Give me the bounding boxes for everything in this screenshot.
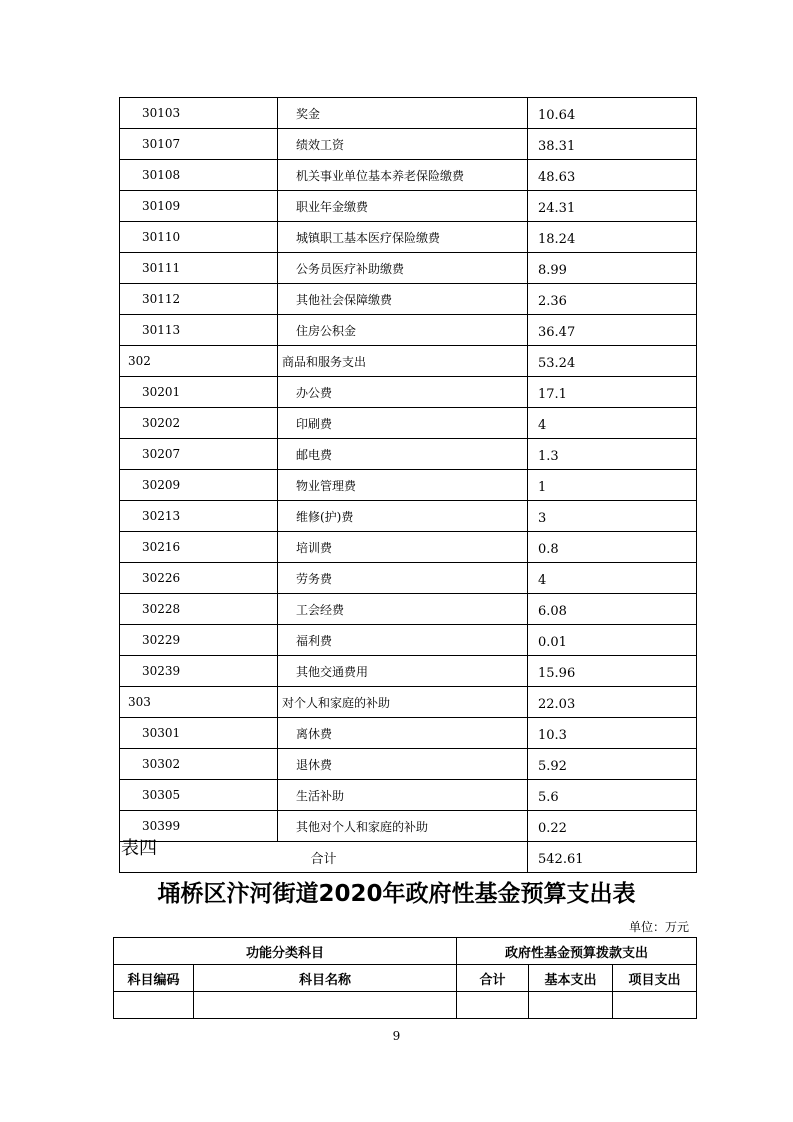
table-label: 表四 xyxy=(121,838,157,859)
expenditure-economic-table xyxy=(119,97,697,873)
amount-cell: 2.36 xyxy=(528,284,697,315)
subject-name-cell: 物业管理费 xyxy=(278,470,528,501)
total-label: 合计 xyxy=(120,842,528,873)
amount-cell: 4 xyxy=(528,563,697,594)
subject-code-cell: 30207 xyxy=(120,439,278,470)
amount-cell: 1.3 xyxy=(528,439,697,470)
amount-cell: 18.24 xyxy=(528,222,697,253)
unit-note: 单位：万元 xyxy=(628,920,689,934)
table-title: 埇桥区汴河街道2020年政府性基金预算支出表 xyxy=(157,881,636,907)
amount-cell: 15.96 xyxy=(528,656,697,687)
subject-name-cell: 退休费 xyxy=(278,749,528,780)
subject-name-cell: 劳务费 xyxy=(278,563,528,594)
table-row xyxy=(120,439,697,470)
subject-code-cell: 302 xyxy=(120,346,278,377)
empty-cell xyxy=(529,992,613,1019)
amount-cell: 6.08 xyxy=(528,594,697,625)
subject-name-cell: 商品和服务支出 xyxy=(278,346,528,377)
subject-name-cell: 其他对个人和家庭的补助 xyxy=(278,811,528,842)
subject-code-cell: 30226 xyxy=(120,563,278,594)
header-basic-expenditure: 基本支出 xyxy=(529,965,613,992)
table-row xyxy=(120,656,697,687)
subject-name-cell: 生活补助 xyxy=(278,780,528,811)
subject-code-cell: 303 xyxy=(120,687,278,718)
subject-name-cell: 职业年金缴费 xyxy=(278,191,528,222)
amount-cell: 1 xyxy=(528,470,697,501)
amount-cell: 36.47 xyxy=(528,315,697,346)
header-fund-appropriation: 政府性基金预算拨款支出 xyxy=(457,938,697,965)
subject-code-cell: 30301 xyxy=(120,718,278,749)
subject-name-cell: 印刷费 xyxy=(278,408,528,439)
amount-cell: 3 xyxy=(528,501,697,532)
header-function-category: 功能分类科目 xyxy=(114,938,457,965)
subject-name-cell: 维修(护)费 xyxy=(278,501,528,532)
subject-code-cell: 30302 xyxy=(120,749,278,780)
table-row xyxy=(120,470,697,501)
empty-cell xyxy=(114,992,194,1019)
subject-name-cell: 奖金 xyxy=(278,98,528,129)
table-row xyxy=(120,160,697,191)
amount-cell: 48.63 xyxy=(528,160,697,191)
subject-code-cell: 30107 xyxy=(120,129,278,160)
amount-cell: 0.01 xyxy=(528,625,697,656)
subject-code-cell: 30112 xyxy=(120,284,278,315)
table-row xyxy=(120,718,697,749)
subject-code-cell: 30216 xyxy=(120,532,278,563)
subject-name-cell: 绩效工资 xyxy=(278,129,528,160)
subject-code-cell: 30399 xyxy=(120,811,278,842)
subject-name-cell: 住房公积金 xyxy=(278,315,528,346)
subject-name-cell: 离休费 xyxy=(278,718,528,749)
subject-name-cell: 公务员医疗补助缴费 xyxy=(278,253,528,284)
header-project-expenditure: 项目支出 xyxy=(613,965,697,992)
amount-cell: 0.22 xyxy=(528,811,697,842)
amount-cell: 24.31 xyxy=(528,191,697,222)
subject-name-cell: 其他社会保障缴费 xyxy=(278,284,528,315)
amount-cell: 22.03 xyxy=(528,687,697,718)
subject-name-cell: 工会经费 xyxy=(278,594,528,625)
table-row xyxy=(120,129,697,160)
table-row xyxy=(120,253,697,284)
table-row xyxy=(120,625,697,656)
subject-code-cell: 30201 xyxy=(120,377,278,408)
subject-code-cell: 30228 xyxy=(120,594,278,625)
amount-cell: 53.24 xyxy=(528,346,697,377)
subject-code-cell: 30113 xyxy=(120,315,278,346)
subject-code-cell: 30110 xyxy=(120,222,278,253)
subject-code-cell: 30108 xyxy=(120,160,278,191)
table-row xyxy=(120,687,697,718)
table-row xyxy=(120,501,697,532)
subject-name-cell: 办公费 xyxy=(278,377,528,408)
table-row xyxy=(120,191,697,222)
table-row xyxy=(120,532,697,563)
table-row xyxy=(120,594,697,625)
table-row xyxy=(120,284,697,315)
amount-cell: 0.8 xyxy=(528,532,697,563)
subject-name-cell: 机关事业单位基本养老保险缴费 xyxy=(278,160,528,191)
amount-cell: 17.1 xyxy=(528,377,697,408)
header-subject-name: 科目名称 xyxy=(194,965,457,992)
subject-code-cell: 30213 xyxy=(120,501,278,532)
subject-name-cell: 福利费 xyxy=(278,625,528,656)
table-row xyxy=(120,780,697,811)
table-row xyxy=(120,811,697,842)
table-row xyxy=(120,377,697,408)
subject-name-cell: 对个人和家庭的补助 xyxy=(278,687,528,718)
amount-cell: 10.3 xyxy=(528,718,697,749)
subject-code-cell: 30305 xyxy=(120,780,278,811)
subject-code-cell: 30103 xyxy=(120,98,278,129)
table-row xyxy=(120,98,697,129)
subject-code-cell: 30109 xyxy=(120,191,278,222)
table-row xyxy=(120,315,697,346)
amount-cell: 38.31 xyxy=(528,129,697,160)
subject-name-cell: 其他交通费用 xyxy=(278,656,528,687)
table-row xyxy=(120,563,697,594)
amount-cell: 5.92 xyxy=(528,749,697,780)
subject-name-cell: 城镇职工基本医疗保险缴费 xyxy=(278,222,528,253)
total-row xyxy=(120,842,697,873)
empty-cell xyxy=(457,992,529,1019)
subject-code-cell: 30111 xyxy=(120,253,278,284)
subject-name-cell: 邮电费 xyxy=(278,439,528,470)
table-row xyxy=(120,749,697,780)
table-row xyxy=(120,408,697,439)
total-value: 542.61 xyxy=(528,842,697,873)
subject-code-cell: 30209 xyxy=(120,470,278,501)
amount-cell: 8.99 xyxy=(528,253,697,284)
empty-cell xyxy=(194,992,457,1019)
subject-name-cell: 培训费 xyxy=(278,532,528,563)
subject-code-cell: 30202 xyxy=(120,408,278,439)
amount-cell: 4 xyxy=(528,408,697,439)
amount-cell: 5.6 xyxy=(528,780,697,811)
subject-code-cell: 30239 xyxy=(120,656,278,687)
header-subject-code: 科目编码 xyxy=(114,965,194,992)
subject-code-cell: 30229 xyxy=(120,625,278,656)
amount-cell: 10.64 xyxy=(528,98,697,129)
table-row xyxy=(120,222,697,253)
empty-row xyxy=(114,992,697,1019)
header-row-1 xyxy=(114,938,697,965)
page-number: 9 xyxy=(392,1029,401,1043)
empty-cell xyxy=(613,992,697,1019)
government-fund-table xyxy=(113,937,697,1019)
header-total: 合计 xyxy=(457,965,529,992)
header-row-2 xyxy=(114,965,697,992)
table-row xyxy=(120,346,697,377)
